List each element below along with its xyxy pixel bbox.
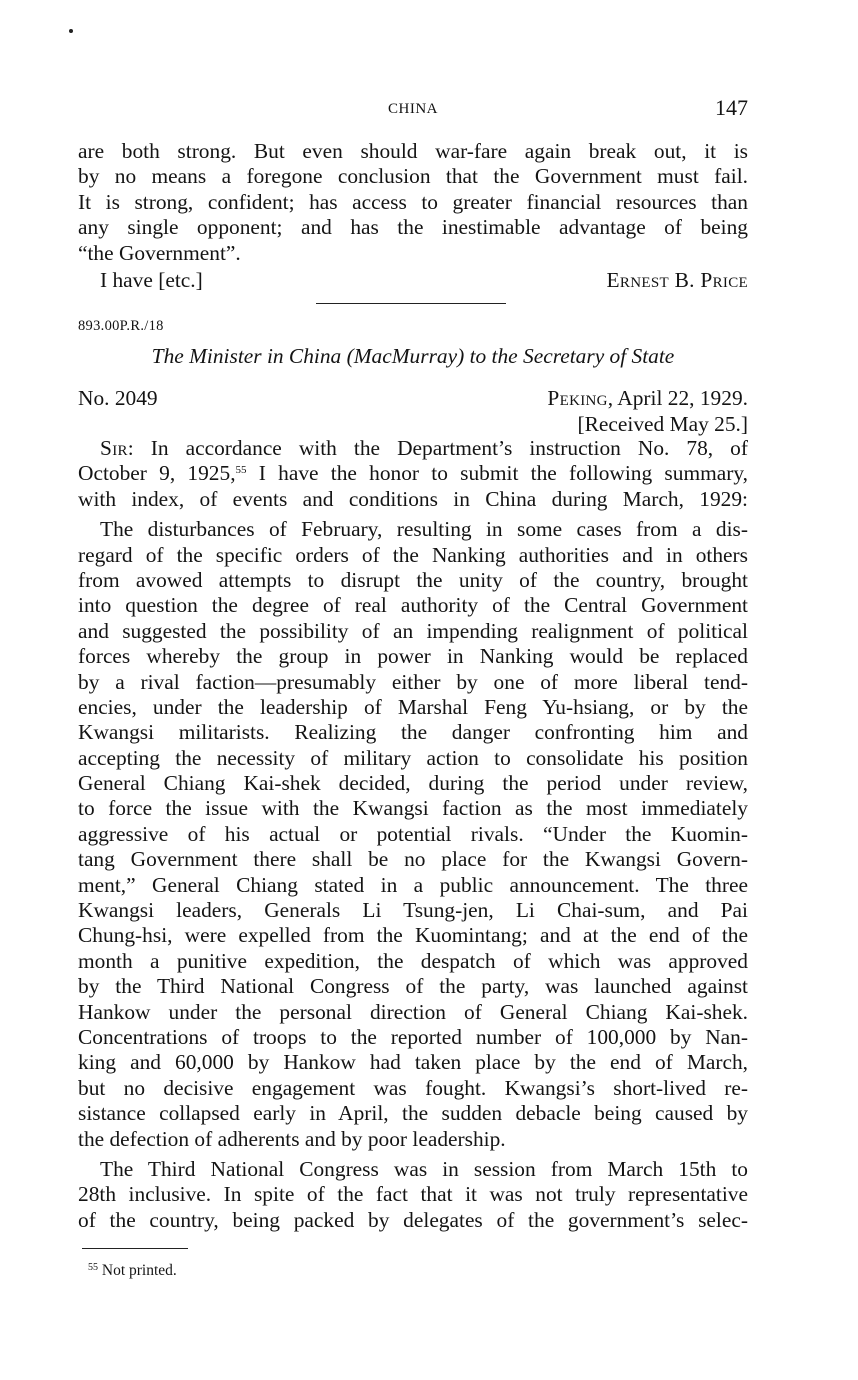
footnote: [88, 1262, 177, 1280]
text-line: The Third National Congress was in session from March 15th to: [100, 1156, 748, 1181]
text-line: with index, of events and conditions in China during March, 1929:: [78, 486, 748, 511]
text-line: of the country, being packed by delegates of the government’s selec-: [78, 1207, 748, 1232]
text-line: Sir: In accordance with the Department’s instruction No. 78, of: [100, 436, 748, 460]
text-line: the defection of adherents and by poor leadership.: [78, 1126, 506, 1151]
letter-body: [78, 436, 748, 1233]
text-line: aggressive of his actual or potential rivals. “Under the Kuomin-: [78, 821, 748, 846]
running-head-title: CHINA: [388, 101, 438, 117]
file-number: 893.00P.R./18: [78, 318, 164, 334]
footnote-text: Not printed.: [98, 1262, 177, 1279]
footnote-divider: [82, 1248, 188, 1249]
heading-paren: (MacMurray): [346, 344, 465, 368]
salutation: Sir: [100, 436, 128, 460]
text-line: October 9, 1925,55 I have the honor to submit the following summary,: [78, 461, 748, 486]
text-line: month a punitive expedition, the despatch of which was approved: [78, 948, 748, 973]
text-line: are both strong. But even should war-fare again break out, it is: [78, 139, 748, 163]
text-line: and suggested the possibility of an impending realignment of political: [78, 618, 748, 643]
text-line: regard of the specific orders of the Nanking authorities and in others: [78, 542, 748, 567]
text-line: It is strong, confident; has access to greater financial resources than: [78, 189, 748, 214]
text-line: forces whereby the group in power in Nanking would be replaced: [78, 644, 748, 669]
text-line: by the Third National Congress of the party, was launched against: [78, 974, 748, 999]
section-divider: [316, 303, 506, 304]
stray-mark: [69, 29, 73, 33]
footnote-marker: 55: [88, 1262, 98, 1273]
page-number: 147: [715, 95, 748, 120]
text-line: accepting the necessity of military action to consolidate his position: [78, 745, 748, 770]
text-line: “the Government”.: [78, 240, 241, 265]
text-line: king and 60,000 by Hankow had taken place by the end of March,: [78, 1050, 748, 1075]
dispatch-number: No. 2049: [78, 386, 158, 410]
text-line: from avowed attempts to disrupt the unity of the country, brought: [78, 567, 748, 592]
heading-sender: The Minister in China: [151, 344, 342, 368]
text-line: ment,” General Chiang stated in a public announcement. The three: [78, 872, 748, 897]
continuation-text: [78, 139, 748, 295]
document-heading: [78, 344, 748, 369]
text-line: Kwangsi militarists. Realizing the danger confronting him and: [78, 720, 748, 745]
dispatch-place: Peking: [547, 386, 608, 410]
text-line: Kwangsi leaders, Generals Li Tsung-jen, Li Chai-sum, and Pai: [78, 898, 748, 923]
text-line: sistance collapsed early in April, the sudden debacle being caused by: [78, 1101, 748, 1126]
footnote-reference: 55: [235, 464, 247, 477]
text-line: General Chiang Kai-shek decided, during the period under review,: [78, 771, 748, 796]
dispatch-date-text: , April 22, 1929.: [607, 386, 748, 410]
running-head: [78, 97, 748, 125]
dispatch-date: [547, 386, 748, 411]
text-line: Chung-hsi, were expelled from the Kuomintang; and at the end of the: [78, 923, 748, 948]
text-line: The disturbances of February, resulting in some cases from a dis-: [100, 517, 748, 542]
text-line: by no means a foregone conclusion that the Government must fail.: [78, 164, 748, 189]
text-line: Concentrations of troops to the reported number of 100,000 by Nan-: [78, 1024, 748, 1049]
closing-row: [78, 268, 748, 295]
signature: Ernest B. Price: [606, 267, 748, 292]
text-line: but no decisive engagement was fought. Kwangsi’s short-lived re-: [78, 1075, 748, 1100]
closing-text: I have [etc.]: [100, 267, 203, 292]
heading-recipient: to the Secretary of State: [469, 344, 675, 368]
received-date: [Received May 25.]: [577, 412, 748, 436]
dispatch-line: [78, 386, 748, 412]
text-line: into question the degree of real authority of the Central Government: [78, 593, 748, 618]
text-line: Hankow under the personal direction of General Chiang Kai-shek.: [78, 999, 748, 1024]
text-line: 28th inclusive. In spite of the fact that it was not truly representative: [78, 1182, 748, 1207]
text-line: tang Government there shall be no place for the Kwangsi Govern-: [78, 847, 748, 872]
text-line: to force the issue with the Kwangsi faction as the most immediately: [78, 796, 748, 821]
text-line: any single opponent; and has the inestimable advantage of being: [78, 215, 748, 240]
text-line: by a rival faction—presumably either by one of more liberal tend-: [78, 669, 748, 694]
text-line: encies, under the leadership of Marshal Feng Yu-hsiang, or by the: [78, 694, 748, 719]
